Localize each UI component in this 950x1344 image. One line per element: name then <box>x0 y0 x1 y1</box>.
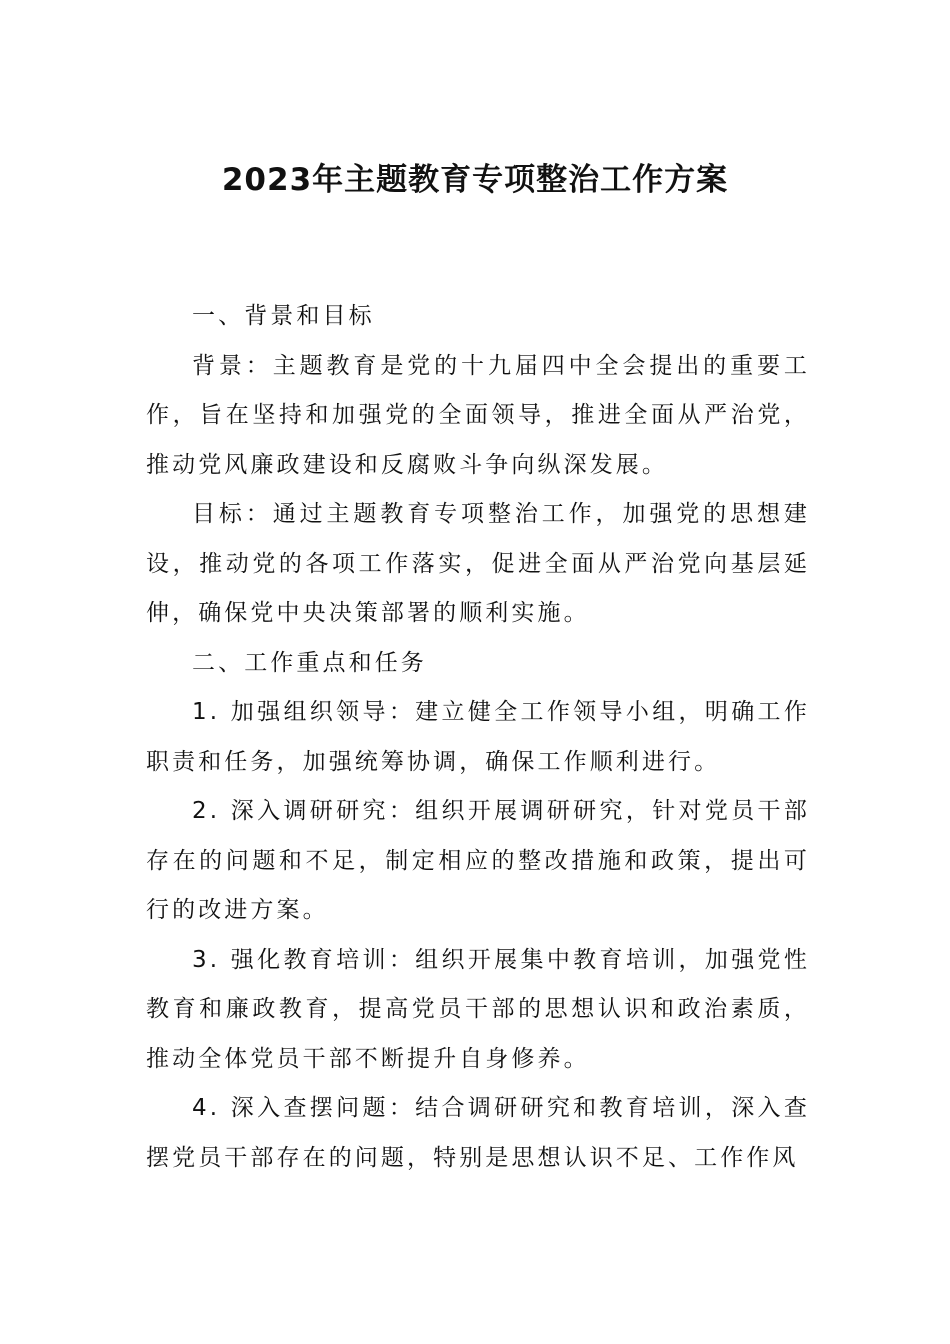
document-title: 2023年主题教育专项整治工作方案 <box>221 162 729 198</box>
task-item-2: 2. 深入调研研究：组织开展调研研究，针对党员干部存在的问题和不足，制定相应的整改措施和政策，提出可行的改进方案。 <box>146 798 810 923</box>
section-heading-tasks: 二、工作重点和任务 <box>192 649 427 676</box>
document-body <box>146 292 810 1183</box>
task-item-3: 3. 强化教育培训：组织开展集中教育培训，加强党性教育和廉政教育，提高党员干部的思想认识和政治素质，推动全体党员干部不断提升自身修养。 <box>146 946 810 1072</box>
task-item-4: 4. 深入查摆问题：结合调研研究和教育培训，深入查摆党员干部存在的问题，特别是思想认识不足、工作作风 <box>146 1095 810 1171</box>
task-item-1: 1. 加强组织领导：建立健全工作领导小组，明确工作职责和任务，加强统筹协调，确保工作顺利进行。 <box>146 699 810 775</box>
section-heading-background: 一、背景和目标 <box>192 303 375 329</box>
paragraph-background: 背景：主题教育是党的十九届四中全会提出的重要工作，旨在坚持和加强党的全面领导，推进全面从严治党，推动党风廉政建设和反腐败斗争向纵深发展。 <box>146 352 810 478</box>
paragraph-goal: 目标：通过主题教育专项整治工作，加强党的思想建设，推动党的各项工作落实，促进全面从严治党向基层延伸，确保党中央决策部署的顺利实施。 <box>146 501 810 626</box>
